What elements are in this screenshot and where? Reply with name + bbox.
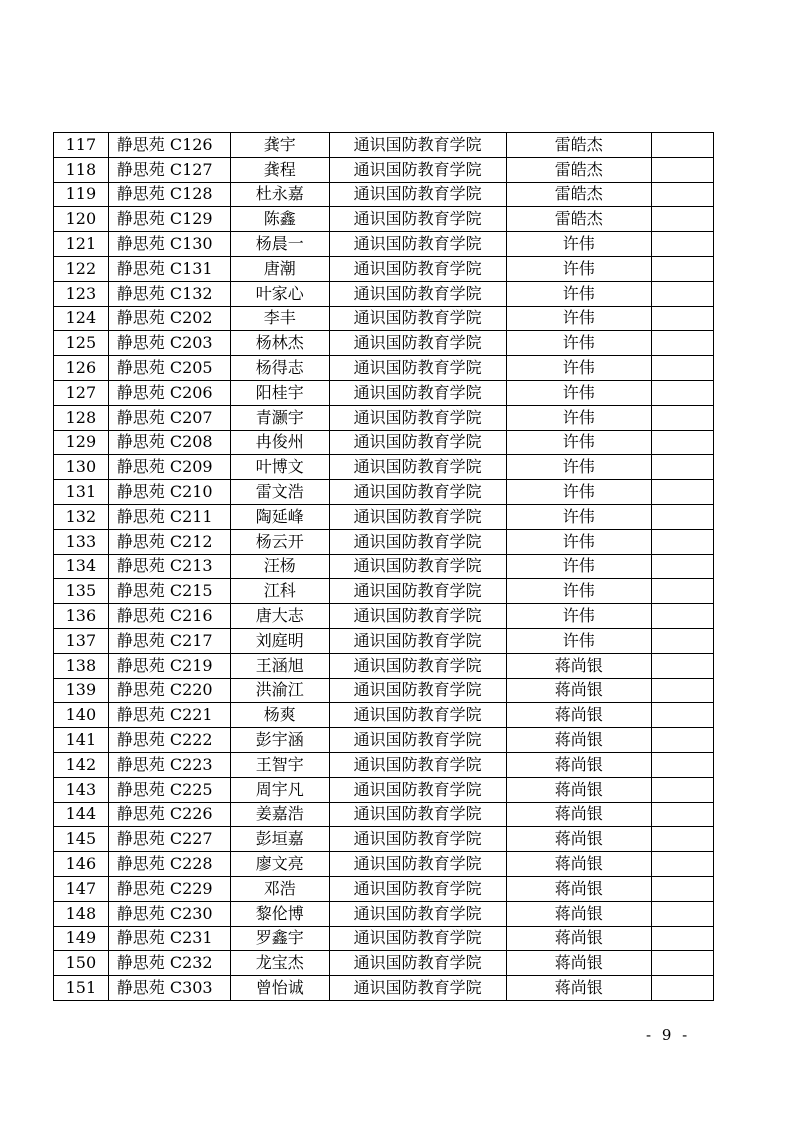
note-cell xyxy=(651,331,713,356)
table-row xyxy=(54,504,714,529)
table-row xyxy=(54,529,714,554)
room-cell: 静思苑 C216 xyxy=(108,604,230,629)
counselor-cell: 蒋尚银 xyxy=(506,752,651,777)
counselor-cell: 蒋尚银 xyxy=(506,703,651,728)
table-row xyxy=(54,405,714,430)
college-cell: 通识国防教育学院 xyxy=(329,604,506,629)
table-row xyxy=(54,901,714,926)
room-cell: 静思苑 C130 xyxy=(108,232,230,257)
counselor-cell: 许伟 xyxy=(506,281,651,306)
counselor-cell: 许伟 xyxy=(506,628,651,653)
student-name-cell: 龙宝杰 xyxy=(230,951,329,976)
table-row xyxy=(54,232,714,257)
counselor-cell: 许伟 xyxy=(506,604,651,629)
table-row xyxy=(54,281,714,306)
college-cell: 通识国防教育学院 xyxy=(329,430,506,455)
student-name-cell: 杜永嘉 xyxy=(230,182,329,207)
row-number-cell: 124 xyxy=(54,306,109,331)
note-cell xyxy=(651,133,713,158)
counselor-cell: 蒋尚银 xyxy=(506,678,651,703)
note-cell xyxy=(651,777,713,802)
table-row xyxy=(54,926,714,951)
room-cell: 静思苑 C225 xyxy=(108,777,230,802)
room-cell: 静思苑 C219 xyxy=(108,653,230,678)
college-cell: 通识国防教育学院 xyxy=(329,504,506,529)
counselor-cell: 蒋尚银 xyxy=(506,876,651,901)
note-cell xyxy=(651,380,713,405)
college-cell: 通识国防教育学院 xyxy=(329,703,506,728)
room-cell: 静思苑 C131 xyxy=(108,256,230,281)
college-cell: 通识国防教育学院 xyxy=(329,455,506,480)
row-number-cell: 141 xyxy=(54,728,109,753)
note-cell xyxy=(651,628,713,653)
row-number-cell: 143 xyxy=(54,777,109,802)
counselor-cell: 许伟 xyxy=(506,455,651,480)
row-number-cell: 127 xyxy=(54,380,109,405)
table-row xyxy=(54,852,714,877)
page-number: - 9 - xyxy=(646,1026,691,1044)
table-row xyxy=(54,480,714,505)
counselor-cell: 蒋尚银 xyxy=(506,951,651,976)
note-cell xyxy=(651,653,713,678)
college-cell: 通识国防教育学院 xyxy=(329,926,506,951)
college-cell: 通识国防教育学院 xyxy=(329,752,506,777)
student-name-cell: 杨林杰 xyxy=(230,331,329,356)
room-cell: 静思苑 C232 xyxy=(108,951,230,976)
row-number-cell: 129 xyxy=(54,430,109,455)
note-cell xyxy=(651,703,713,728)
student-name-cell: 刘庭明 xyxy=(230,628,329,653)
table-row xyxy=(54,356,714,381)
room-cell: 静思苑 C203 xyxy=(108,331,230,356)
counselor-cell: 雷皓杰 xyxy=(506,182,651,207)
table-row xyxy=(54,951,714,976)
counselor-cell: 许伟 xyxy=(506,480,651,505)
table-row xyxy=(54,306,714,331)
student-name-cell: 王智宇 xyxy=(230,752,329,777)
student-name-cell: 杨晨一 xyxy=(230,232,329,257)
note-cell xyxy=(651,951,713,976)
student-name-cell: 叶博文 xyxy=(230,455,329,480)
row-number-cell: 136 xyxy=(54,604,109,629)
row-number-cell: 122 xyxy=(54,256,109,281)
table-row xyxy=(54,752,714,777)
table-row xyxy=(54,331,714,356)
room-cell: 静思苑 C127 xyxy=(108,157,230,182)
table-row xyxy=(54,628,714,653)
table-row xyxy=(54,678,714,703)
note-cell xyxy=(651,554,713,579)
counselor-cell: 雷皓杰 xyxy=(506,157,651,182)
table-row xyxy=(54,455,714,480)
row-number-cell: 131 xyxy=(54,480,109,505)
table-row xyxy=(54,604,714,629)
row-number-cell: 144 xyxy=(54,802,109,827)
note-cell xyxy=(651,852,713,877)
student-name-cell: 唐潮 xyxy=(230,256,329,281)
student-name-cell: 陶延峰 xyxy=(230,504,329,529)
table-row xyxy=(54,380,714,405)
student-name-cell: 江科 xyxy=(230,579,329,604)
student-name-cell: 彭宇涵 xyxy=(230,728,329,753)
row-number-cell: 118 xyxy=(54,157,109,182)
counselor-cell: 蒋尚银 xyxy=(506,802,651,827)
row-number-cell: 145 xyxy=(54,827,109,852)
row-number-cell: 120 xyxy=(54,207,109,232)
room-cell: 静思苑 C229 xyxy=(108,876,230,901)
counselor-cell: 许伟 xyxy=(506,380,651,405)
note-cell xyxy=(651,579,713,604)
note-cell xyxy=(651,356,713,381)
student-name-cell: 罗鑫宇 xyxy=(230,926,329,951)
note-cell xyxy=(651,207,713,232)
student-name-cell: 唐大志 xyxy=(230,604,329,629)
college-cell: 通识国防教育学院 xyxy=(329,653,506,678)
counselor-cell: 许伟 xyxy=(506,529,651,554)
student-name-cell: 龚程 xyxy=(230,157,329,182)
student-name-cell: 杨得志 xyxy=(230,356,329,381)
room-cell: 静思苑 C129 xyxy=(108,207,230,232)
college-cell: 通识国防教育学院 xyxy=(329,405,506,430)
table-row xyxy=(54,133,714,158)
note-cell xyxy=(651,901,713,926)
table-row xyxy=(54,802,714,827)
table-row xyxy=(54,207,714,232)
college-cell: 通识国防教育学院 xyxy=(329,331,506,356)
note-cell xyxy=(651,827,713,852)
row-number-cell: 128 xyxy=(54,405,109,430)
counselor-cell: 蒋尚银 xyxy=(506,901,651,926)
college-cell: 通识国防教育学院 xyxy=(329,380,506,405)
college-cell: 通识国防教育学院 xyxy=(329,529,506,554)
row-number-cell: 140 xyxy=(54,703,109,728)
student-name-cell: 姜嘉浩 xyxy=(230,802,329,827)
counselor-cell: 许伟 xyxy=(506,256,651,281)
row-number-cell: 146 xyxy=(54,852,109,877)
room-cell: 静思苑 C228 xyxy=(108,852,230,877)
room-cell: 静思苑 C207 xyxy=(108,405,230,430)
counselor-cell: 蒋尚银 xyxy=(506,976,651,1001)
table-row xyxy=(54,579,714,604)
row-number-cell: 148 xyxy=(54,901,109,926)
table-row xyxy=(54,876,714,901)
college-cell: 通识国防教育学院 xyxy=(329,480,506,505)
room-cell: 静思苑 C210 xyxy=(108,480,230,505)
row-number-cell: 135 xyxy=(54,579,109,604)
student-name-cell: 李丰 xyxy=(230,306,329,331)
note-cell xyxy=(651,752,713,777)
note-cell xyxy=(651,182,713,207)
room-cell: 静思苑 C220 xyxy=(108,678,230,703)
row-number-cell: 123 xyxy=(54,281,109,306)
table-row xyxy=(54,827,714,852)
note-cell xyxy=(651,926,713,951)
college-cell: 通识国防教育学院 xyxy=(329,678,506,703)
student-name-cell: 曾怡诚 xyxy=(230,976,329,1001)
counselor-cell: 许伟 xyxy=(506,356,651,381)
note-cell xyxy=(651,157,713,182)
row-number-cell: 132 xyxy=(54,504,109,529)
note-cell xyxy=(651,405,713,430)
college-cell: 通识国防教育学院 xyxy=(329,628,506,653)
note-cell xyxy=(651,876,713,901)
row-number-cell: 149 xyxy=(54,926,109,951)
college-cell: 通识国防教育学院 xyxy=(329,207,506,232)
note-cell xyxy=(651,529,713,554)
row-number-cell: 125 xyxy=(54,331,109,356)
counselor-cell: 蒋尚银 xyxy=(506,728,651,753)
row-number-cell: 134 xyxy=(54,554,109,579)
row-number-cell: 147 xyxy=(54,876,109,901)
college-cell: 通识国防教育学院 xyxy=(329,777,506,802)
counselor-cell: 许伟 xyxy=(506,554,651,579)
room-cell: 静思苑 C211 xyxy=(108,504,230,529)
counselor-cell: 许伟 xyxy=(506,405,651,430)
room-cell: 静思苑 C128 xyxy=(108,182,230,207)
college-cell: 通识国防教育学院 xyxy=(329,554,506,579)
college-cell: 通识国防教育学院 xyxy=(329,232,506,257)
college-cell: 通识国防教育学院 xyxy=(329,356,506,381)
note-cell xyxy=(651,306,713,331)
room-cell: 静思苑 C206 xyxy=(108,380,230,405)
room-cell: 静思苑 C126 xyxy=(108,133,230,158)
student-name-cell: 阳桂宇 xyxy=(230,380,329,405)
counselor-cell: 许伟 xyxy=(506,430,651,455)
room-cell: 静思苑 C231 xyxy=(108,926,230,951)
note-cell xyxy=(651,604,713,629)
row-number-cell: 137 xyxy=(54,628,109,653)
counselor-cell: 雷皓杰 xyxy=(506,133,651,158)
student-name-cell: 王涵旭 xyxy=(230,653,329,678)
note-cell xyxy=(651,232,713,257)
college-cell: 通识国防教育学院 xyxy=(329,901,506,926)
room-cell: 静思苑 C213 xyxy=(108,554,230,579)
counselor-cell: 许伟 xyxy=(506,232,651,257)
note-cell xyxy=(651,504,713,529)
student-name-cell: 雷文浩 xyxy=(230,480,329,505)
college-cell: 通识国防教育学院 xyxy=(329,579,506,604)
row-number-cell: 119 xyxy=(54,182,109,207)
table-row xyxy=(54,256,714,281)
note-cell xyxy=(651,281,713,306)
room-cell: 静思苑 C205 xyxy=(108,356,230,381)
counselor-cell: 蒋尚银 xyxy=(506,653,651,678)
table-row xyxy=(54,182,714,207)
counselor-cell: 雷皓杰 xyxy=(506,207,651,232)
college-cell: 通识国防教育学院 xyxy=(329,976,506,1001)
counselor-cell: 蒋尚银 xyxy=(506,777,651,802)
row-number-cell: 133 xyxy=(54,529,109,554)
room-cell: 静思苑 C223 xyxy=(108,752,230,777)
college-cell: 通识国防教育学院 xyxy=(329,306,506,331)
college-cell: 通识国防教育学院 xyxy=(329,827,506,852)
student-name-cell: 彭垣嘉 xyxy=(230,827,329,852)
college-cell: 通识国防教育学院 xyxy=(329,133,506,158)
room-cell: 静思苑 C227 xyxy=(108,827,230,852)
note-cell xyxy=(651,256,713,281)
college-cell: 通识国防教育学院 xyxy=(329,728,506,753)
row-number-cell: 142 xyxy=(54,752,109,777)
student-name-cell: 廖文亮 xyxy=(230,852,329,877)
student-name-cell: 黎伦博 xyxy=(230,901,329,926)
row-number-cell: 126 xyxy=(54,356,109,381)
row-number-cell: 130 xyxy=(54,455,109,480)
row-number-cell: 139 xyxy=(54,678,109,703)
counselor-cell: 许伟 xyxy=(506,331,651,356)
student-name-cell: 陈鑫 xyxy=(230,207,329,232)
note-cell xyxy=(651,802,713,827)
college-cell: 通识国防教育学院 xyxy=(329,951,506,976)
row-number-cell: 150 xyxy=(54,951,109,976)
counselor-cell: 许伟 xyxy=(506,306,651,331)
table-row xyxy=(54,777,714,802)
student-name-cell: 杨爽 xyxy=(230,703,329,728)
room-cell: 静思苑 C209 xyxy=(108,455,230,480)
student-name-cell: 叶家心 xyxy=(230,281,329,306)
counselor-cell: 蒋尚银 xyxy=(506,852,651,877)
student-name-cell: 洪渝江 xyxy=(230,678,329,703)
row-number-cell: 151 xyxy=(54,976,109,1001)
student-name-cell: 青灏宇 xyxy=(230,405,329,430)
row-number-cell: 121 xyxy=(54,232,109,257)
college-cell: 通识国防教育学院 xyxy=(329,802,506,827)
college-cell: 通识国防教育学院 xyxy=(329,876,506,901)
room-cell: 静思苑 C226 xyxy=(108,802,230,827)
note-cell xyxy=(651,455,713,480)
table-row xyxy=(54,728,714,753)
table-row xyxy=(54,157,714,182)
college-cell: 通识国防教育学院 xyxy=(329,852,506,877)
counselor-cell: 许伟 xyxy=(506,579,651,604)
college-cell: 通识国防教育学院 xyxy=(329,281,506,306)
student-name-cell: 邓浩 xyxy=(230,876,329,901)
dormitory-table xyxy=(53,132,714,1001)
student-name-cell: 杨云开 xyxy=(230,529,329,554)
student-name-cell: 冉俊州 xyxy=(230,430,329,455)
row-number-cell: 138 xyxy=(54,653,109,678)
table-row xyxy=(54,703,714,728)
table-row xyxy=(54,430,714,455)
room-cell: 静思苑 C222 xyxy=(108,728,230,753)
table-row xyxy=(54,554,714,579)
counselor-cell: 蒋尚银 xyxy=(506,926,651,951)
student-name-cell: 龚宇 xyxy=(230,133,329,158)
room-cell: 静思苑 C132 xyxy=(108,281,230,306)
room-cell: 静思苑 C212 xyxy=(108,529,230,554)
table-row xyxy=(54,976,714,1001)
note-cell xyxy=(651,976,713,1001)
room-cell: 静思苑 C221 xyxy=(108,703,230,728)
table-row xyxy=(54,653,714,678)
college-cell: 通识国防教育学院 xyxy=(329,157,506,182)
room-cell: 静思苑 C303 xyxy=(108,976,230,1001)
note-cell xyxy=(651,430,713,455)
room-cell: 静思苑 C230 xyxy=(108,901,230,926)
college-cell: 通识国防教育学院 xyxy=(329,182,506,207)
table-body xyxy=(54,133,714,1001)
counselor-cell: 许伟 xyxy=(506,504,651,529)
note-cell xyxy=(651,678,713,703)
room-cell: 静思苑 C217 xyxy=(108,628,230,653)
note-cell xyxy=(651,728,713,753)
student-name-cell: 周宇凡 xyxy=(230,777,329,802)
row-number-cell: 117 xyxy=(54,133,109,158)
room-cell: 静思苑 C208 xyxy=(108,430,230,455)
room-cell: 静思苑 C202 xyxy=(108,306,230,331)
note-cell xyxy=(651,480,713,505)
college-cell: 通识国防教育学院 xyxy=(329,256,506,281)
room-cell: 静思苑 C215 xyxy=(108,579,230,604)
student-name-cell: 汪杨 xyxy=(230,554,329,579)
counselor-cell: 蒋尚银 xyxy=(506,827,651,852)
